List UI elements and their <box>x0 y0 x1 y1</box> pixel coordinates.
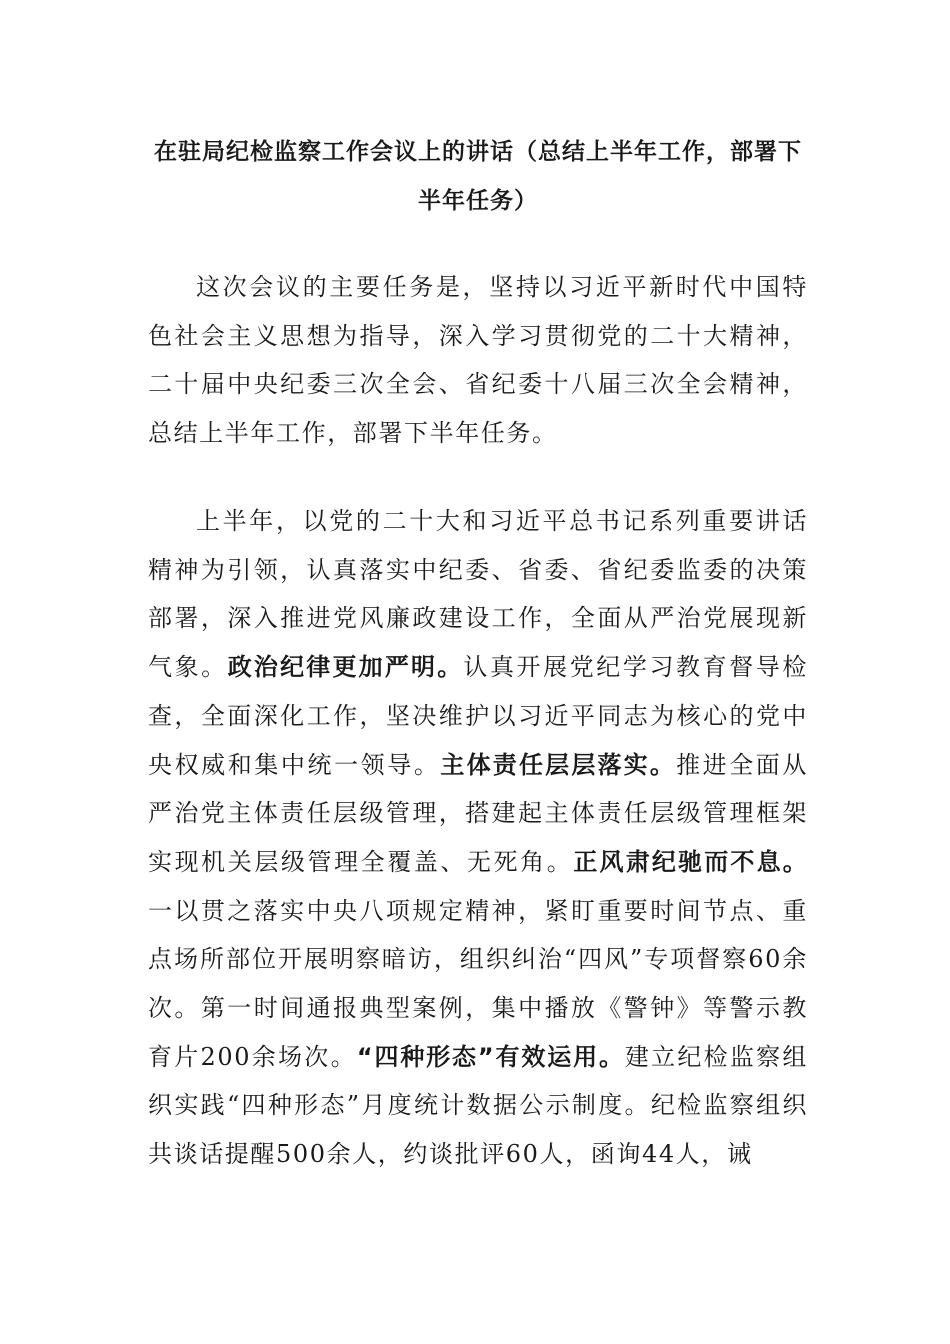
body-text-political-discipline: 认真开展党纪学习教育督导检查，全面深化工作，坚决维护以习近平同志为核心的党中央权威和集中统一领导。 <box>148 653 808 779</box>
document-title: 在驻局纪检监察工作会议上的讲话（总结上半年工作，部署下半年任务） <box>154 139 802 214</box>
paragraph-first-half-review <box>148 497 808 1179</box>
bold-heading-political-discipline: 政治纪律更加严明。 <box>227 653 464 682</box>
paragraph-meeting-tasks: 这次会议的主要任务是，坚持以习近平新时代中国特色社会主义思想为指导，深入学习贯彻党的二十大精神，二十届中央纪委三次全会、省纪委十八届三次全会精神，总结上半年工作，部署下半年任务。 <box>148 273 808 448</box>
bold-heading-style-discipline: 正风肃纪驰而不息。 <box>573 847 808 876</box>
body-text-four-forms: 建立纪检监察组织实践“四种形态”月度统计数据公示制度。纪检监察组织共谈话提醒500余人，约谈批评60人，函询44人，诫 <box>148 1042 809 1169</box>
bold-heading-main-responsibility: 主体责任层层落实。 <box>440 750 677 779</box>
body-text-main-responsibility: 推进全面从严治党主体责任层级管理，搭建起主体责任层级管理框架实现机关层级管理全覆盖、无死角。 <box>148 750 808 876</box>
bold-heading-four-forms: “四种形态”有效运用。 <box>356 1042 625 1071</box>
paragraph-intro-text: 上半年，以党的二十大和习近平总书记系列重要讲话精神为引领，认真落实中纪委、省委、省纪委监委的决策部署，深入推进党风廉政建设工作，全面从严治党展现新气象。 <box>148 507 808 682</box>
body-text-style-discipline: 一以贯之落实中央八项规定精神，紧盯重要时间节点、重点场所部位开展明察暗访，组织纠治“四风”专项督察60余次。第一时间通报典型案例，集中播放《警钟》等警示教育片200余场次。 <box>148 896 808 1071</box>
